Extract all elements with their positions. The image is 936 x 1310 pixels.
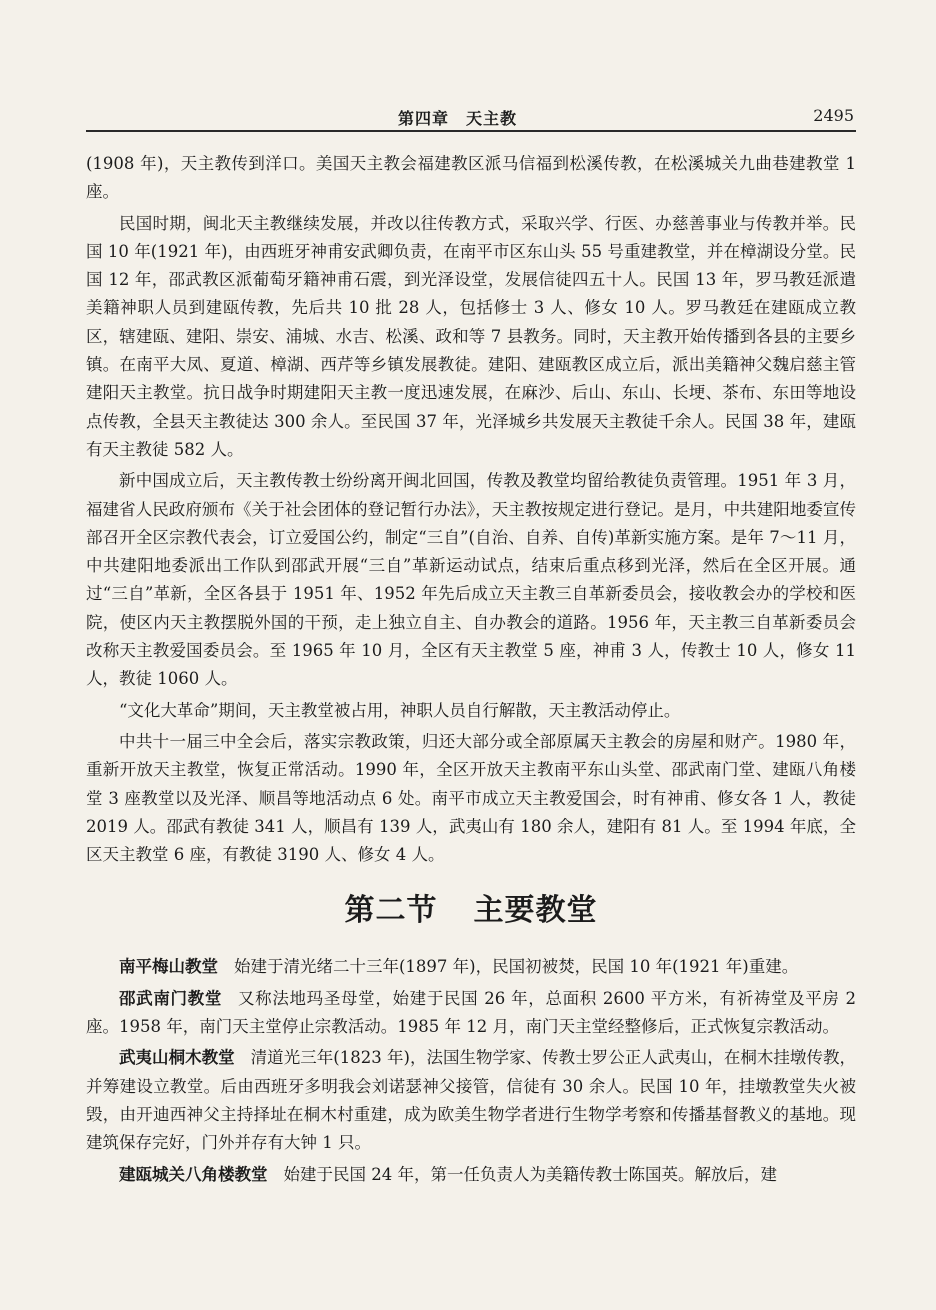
entry-text: 又称法地玛圣母堂，始建于民国 26 年，总面积 2600 平方米，有祈祷堂及平房 2 座。1958 年，南门天主堂停止宗教活动。1985 年 12 月，南门天主堂经整修后，正式恢复宗教活动。 xyxy=(86,988,856,1037)
church-entry xyxy=(86,953,856,981)
church-entry xyxy=(86,1044,856,1157)
paragraph: 新中国成立后，天主教传教士纷纷离开闽北回国，传教及教堂均留给教徒负责管理。1951 年 3 月，福建省人民政府颁布《关于社会团体的登记暂行办法》，天主教按规定进行登记。是月，中共建阳地委宣传部召开全区宗教代表会，订立爱国公约，制定“三自”(自治、自养、自传)革新实施方案。是年 7～11 月，中共建阳地委派出工作队到邵武开展“三自”革新运动试点，结束后重点移到光泽，然后在全区开展。通过“三自”革新，全区各县于 1951 年、1952 年先后成立天主教三自革新委员会，接收教会办的学校和医院，使区内天主教摆脱外国的干预，走上独立自主、自办教会的道路。1956 年，天主教三自革新委员会改称天主教爱国委员会。至 1965 年 10 月，全区有天主教堂 5 座，神甫 3 人，传教士 10 人，修女 11 人，教徒 1060 人。 xyxy=(86,471,856,689)
section-title: 主要教堂 xyxy=(473,893,598,929)
running-header xyxy=(86,104,856,132)
chapter-title: 第四章 天主教 xyxy=(398,109,518,128)
entry-text: 始建于民国 24 年，第一任负责人为美籍传教士陈国英。解放后，建 xyxy=(283,1164,777,1184)
church-entry xyxy=(86,985,856,1042)
page-number: 2495 xyxy=(813,106,854,125)
section-number: 第二节 xyxy=(344,893,438,929)
paragraph: 民国时期，闽北天主教继续发展，并改以往传教方式，采取兴学、行医、办慈善事业与传教并举。民国 10 年(1921 年)，由西班牙神甫安武卿负责，在南平市区东山头 55 号重建教堂，并在樟湖设分堂。民国 12 年，邵武教区派葡萄牙籍神甫石震，到光泽设堂，发展信徒四五十人。民国 13 年，罗马教廷派遣美籍神职人员到建瓯传教，先后共 10 批 28 人，包括修士 3 人、修女 10 人。罗马教廷在建瓯成立教区，辖建瓯、建阳、崇安、浦城、水吉、松溪、政和等 7 县教务。同时，天主教开始传播到各县的主要乡镇。在南平大凤、夏道、樟湖、西芹等乡镇发展教徒。建阳、建瓯教区成立后，派出美籍神父魏启慈主管建阳天主教堂。抗日战争时期建阳天主教一度迅速发展，在麻沙、后山、东山、长埂、茶布、东田等地设点传教，全县天主教徒达 300 余人。至民国 37 年，光泽城乡共发展天主教徒千余人。民国 38 年，建瓯有天主教徒 582 人。 xyxy=(86,213,856,459)
section-heading xyxy=(86,891,856,931)
entry-name: 南平梅山教堂 xyxy=(119,957,218,977)
entry-name: 邵武南门教堂 xyxy=(119,988,222,1008)
entry-name: 武夷山桐木教堂 xyxy=(119,1048,235,1068)
entry-name: 建瓯城关八角楼教堂 xyxy=(119,1164,268,1184)
church-entry xyxy=(86,1161,856,1189)
paragraph: “文化大革命”期间，天主教堂被占用，神职人员自行解散，天主教活动停止。 xyxy=(119,700,681,720)
paragraph: (1908 年)，天主教传到洋口。美国天主教会福建教区派马信福到松溪传教，在松溪城关九曲巷建教堂 1 座。 xyxy=(86,154,856,202)
page-body xyxy=(86,150,856,1192)
entry-text: 始建于清光绪二十三年(1897 年)，民国初被焚，民国 10 年(1921 年)重建。 xyxy=(234,957,799,977)
paragraph: 中共十一届三中全会后，落实宗教政策，归还大部分或全部原属天主教会的房屋和财产。1980 年，重新开放天主教堂，恢复正常活动。1990 年，全区开放天主教南平东山头堂、邵武南门堂、建瓯八角楼堂 3 座教堂以及光泽、顺昌等地活动点 6 处。南平市成立天主教爱国会，时有神甫、修女各 1 人，教徒 2019 人。邵武有教徒 341 人，顺昌有 139 人，武夷山有 180 余人，建阳有 81 人。至 1994 年底，全区天主教堂 6 座，有教徒 3190 人、修女 4 人。 xyxy=(86,731,856,865)
entry-text: 清道光三年(1823 年)，法国生物学家、传教士罗公正人武夷山，在桐木挂墩传教，并筹建设立教堂。后由西班牙多明我会刘诺瑟神父接管，信徒有 30 余人。民国 10 年，挂墩教堂失火被毁，由开迪西神父主持择址在桐木村重建，成为欧美生物学者进行生物学考察和传播基督教义的基地。现建筑保存完好，门外并存有大钟 1 只。 xyxy=(86,1048,856,1153)
